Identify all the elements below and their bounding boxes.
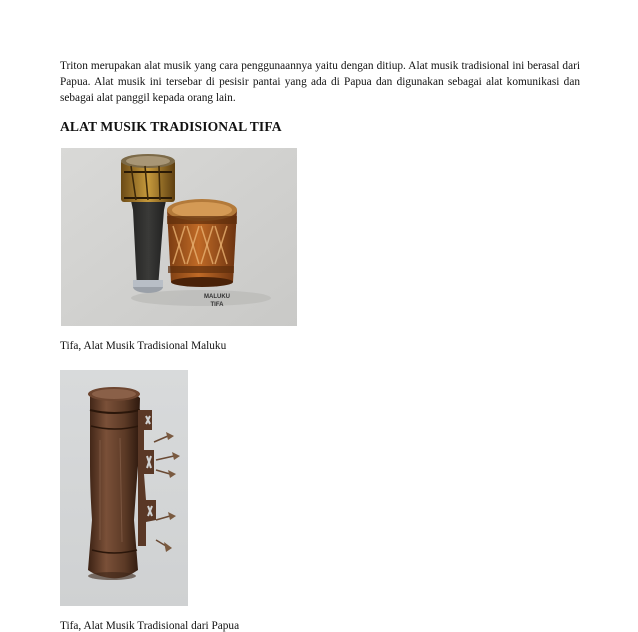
photo-label-tifa: TIFA — [210, 302, 224, 308]
tifa-maluku-photo — [61, 148, 297, 326]
document-page — [60, 58, 580, 632]
photo-label-maluku: MALUKU — [204, 294, 230, 300]
caption-maluku: Tifa, Alat Musik Tradisional Maluku — [60, 340, 227, 352]
section-heading: ALAT MUSIK TRADISIONAL TIFA — [60, 119, 282, 134]
caption-papua: Tifa, Alat Musik Tradisional dari Papua — [60, 620, 240, 632]
intro-paragraph: Triton merupakan alat musik yang cara penggunaannya yaitu dengan ditiup. Alat musik tradisional ini berasal dari Papua. Alat musik ini tersebar di pesisir pantai yang ada di Papua dan digunakan sebagai alat komunikasi dan sebagai alat panggil kepada orang lain. — [60, 60, 580, 104]
tifa-papua-photo — [60, 370, 188, 606]
